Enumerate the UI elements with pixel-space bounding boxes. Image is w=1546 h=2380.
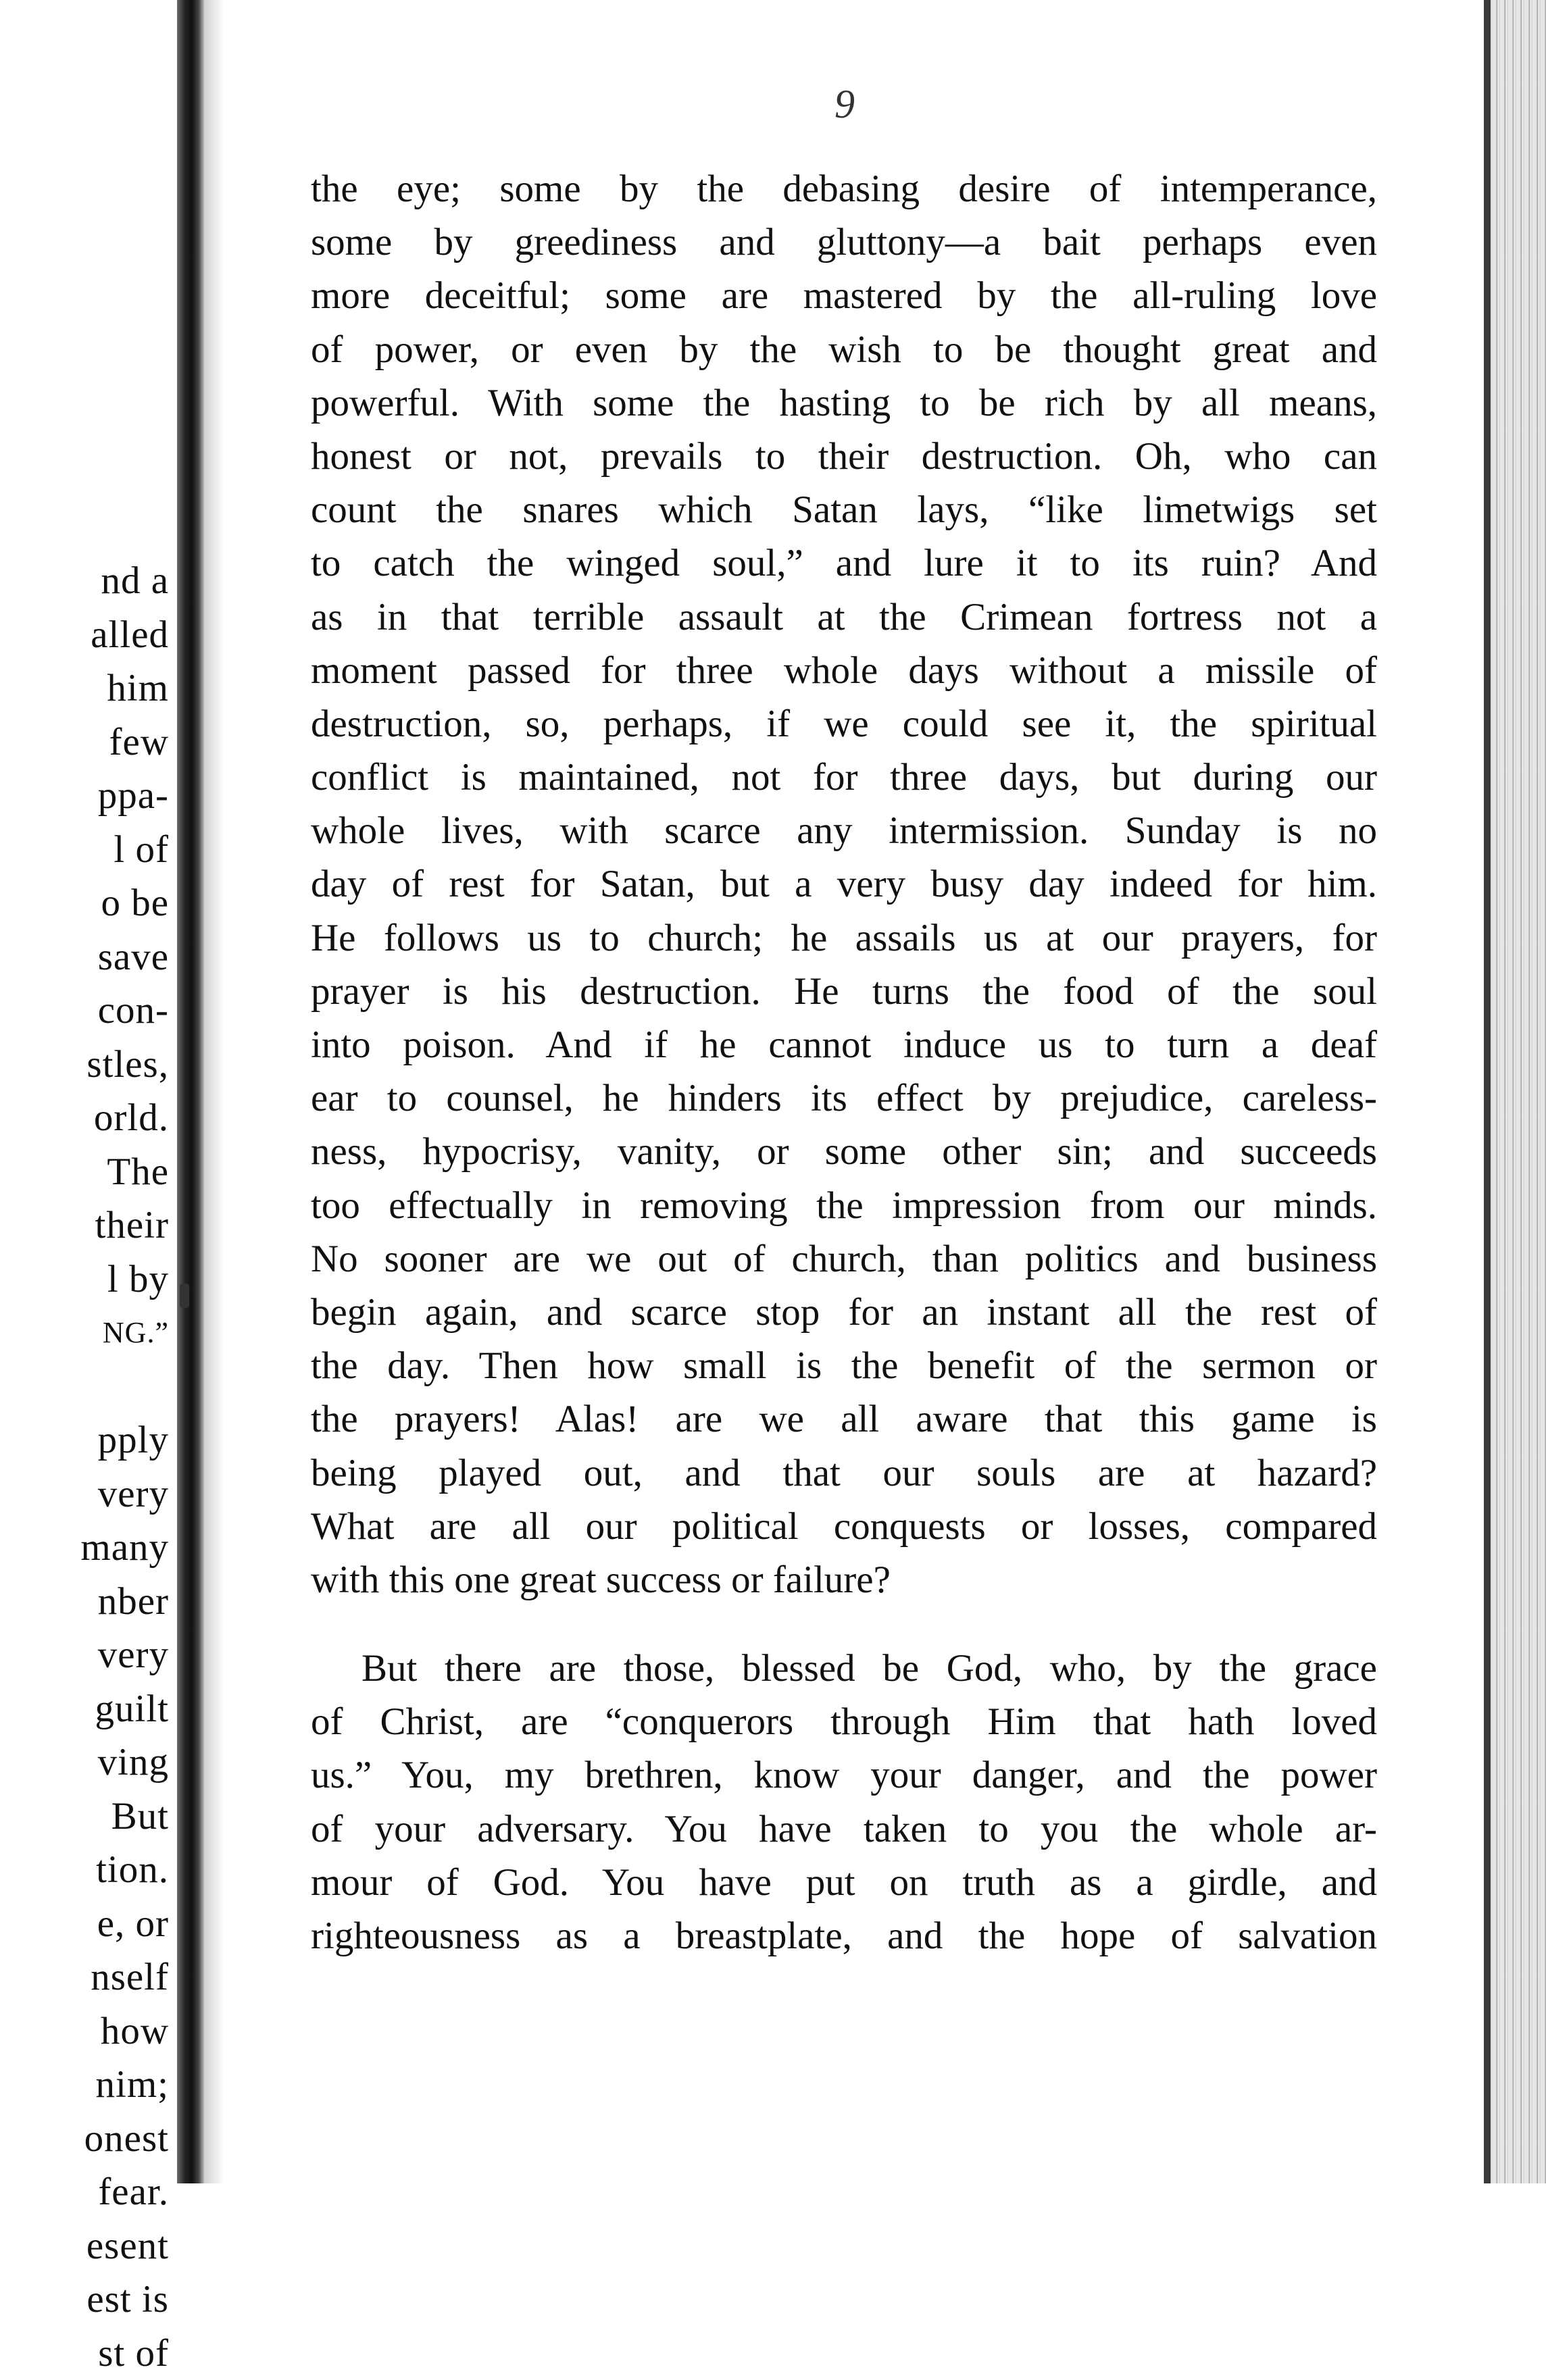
text-line: some by greediness and gluttony—a bait perhaps even <box>311 216 1377 269</box>
text-line: the eye; some by the debasing desire of intemperance, <box>311 162 1377 216</box>
text-line: more deceitful; some are mastered by the all-ruling love <box>311 269 1377 322</box>
text-line: prayer is his destruction. He turns the food of the soul <box>311 965 1377 1018</box>
left-facing-page-fragment <box>0 0 182 2183</box>
text-line: moment passed for three whole days without a missile of <box>311 644 1377 697</box>
text-line: No sooner are we out of church, than politics and business <box>311 1232 1377 1286</box>
page-number: 9 <box>824 81 865 128</box>
text-line: But there are those, blessed be God, who, by the grace <box>311 1642 1377 1695</box>
text-line: as in that terrible assault at the Crimean fortress not a <box>311 590 1377 644</box>
left-page-line: nber <box>80 1575 169 1629</box>
gutter-shadow <box>204 0 224 2183</box>
left-page-line: pply <box>80 1413 169 1467</box>
text-line: into poison. And if he cannot induce us to turn a deaf <box>311 1018 1377 1071</box>
margin-mark <box>180 1284 189 1308</box>
text-line: day of rest for Satan, but a very busy day indeed for him. <box>311 857 1377 911</box>
text-line: us.” You, my brethren, know your danger, and the power <box>311 1748 1377 1802</box>
page-edge-shadow <box>1484 0 1491 2183</box>
left-page-line: him <box>80 661 169 715</box>
left-page-text-fragment <box>80 554 169 2380</box>
text-line: powerful. With some the hasting to be rich by all means, <box>311 376 1377 430</box>
left-page-line: NG.” <box>80 1306 169 1360</box>
text-line: to catch the winged soul,” and lure it to its ruin? And <box>311 536 1377 590</box>
left-page-line: l by <box>80 1252 169 1307</box>
text-line: whole lives, with scarce any intermission. Sunday is no <box>311 804 1377 857</box>
text-line: being played out, and that our souls are at hazard? <box>311 1446 1377 1500</box>
left-page-line: their <box>80 1198 169 1252</box>
text-line: He follows us to church; he assails us at our prayers, for <box>311 911 1377 965</box>
left-page-line: nself <box>80 1950 169 2004</box>
text-line: count the snares which Satan lays, “like limetwigs set <box>311 483 1377 536</box>
left-page-line: The <box>80 1145 169 1199</box>
left-page-line: few <box>80 715 169 769</box>
page-body-text <box>311 162 1377 1963</box>
paragraph <box>311 162 1377 1606</box>
left-page-line: alled <box>80 608 169 662</box>
left-page-line: very <box>80 1628 169 1682</box>
text-line: destruction, so, perhaps, if we could see it, the spiritual <box>311 697 1377 751</box>
page-edges-stack <box>1484 0 1546 2183</box>
text-line: ear to counsel, he hinders its effect by prejudice, careless- <box>311 1071 1377 1125</box>
left-page-line: how <box>80 2004 169 2058</box>
text-line: of your adversary. You have taken to you the whole ar- <box>311 1802 1377 1856</box>
left-page-line: very <box>80 1467 169 1521</box>
left-page-line: e, or <box>80 1897 169 1951</box>
left-page-line: fear. <box>80 2165 169 2219</box>
text-line: conflict is maintained, not for three days, but during our <box>311 751 1377 804</box>
text-line: the day. Then how small is the benefit of the sermon or <box>311 1339 1377 1392</box>
left-page-line: ppa- <box>80 769 169 823</box>
left-page-line: con- <box>80 984 169 1038</box>
text-line: mour of God. You have put on truth as a girdle, and <box>311 1856 1377 1909</box>
left-page-line: tion. <box>80 1843 169 1897</box>
left-page-line: esent <box>80 2219 169 2273</box>
paragraph <box>311 1642 1377 1963</box>
left-page-line: nd a <box>80 554 169 608</box>
left-page-line: o be <box>80 876 169 930</box>
text-line: ness, hypocrisy, vanity, or some other sin; and succeeds <box>311 1125 1377 1178</box>
book-gutter <box>177 0 204 2183</box>
left-page-line: stles, <box>80 1038 169 1092</box>
text-line: with this one great success or failure? <box>311 1553 1377 1606</box>
left-page-line: onest <box>80 2112 169 2166</box>
left-page-line: l of <box>80 823 169 877</box>
left-page-line: st of <box>80 2327 169 2380</box>
text-line: righteousness as a breastplate, and the hope of salvation <box>311 1909 1377 1963</box>
text-line: of power, or even by the wish to be thought great and <box>311 323 1377 376</box>
left-page-line: guilt <box>80 1682 169 1736</box>
left-page-line: But <box>80 1790 169 1844</box>
left-page-line: many <box>80 1521 169 1575</box>
left-page-line: nim; <box>80 2058 169 2112</box>
text-line: the prayers! Alas! are we all aware that this game is <box>311 1392 1377 1446</box>
text-line: of Christ, are “conquerors through Him that hath loved <box>311 1695 1377 1748</box>
text-line: honest or not, prevails to their destruction. Oh, who can <box>311 430 1377 483</box>
text-line: too effectually in removing the impression from our minds. <box>311 1179 1377 1232</box>
paragraph-gap <box>311 1606 1377 1642</box>
left-page-line: ving <box>80 1736 169 1790</box>
left-page-line: save <box>80 930 169 984</box>
text-line: begin again, and scarce stop for an instant all the rest of <box>311 1286 1377 1339</box>
left-page-line: est is <box>80 2273 169 2327</box>
text-line: What are all our political conquests or losses, compared <box>311 1500 1377 1553</box>
left-page-line <box>80 1360 169 1414</box>
left-page-line: orld. <box>80 1091 169 1145</box>
